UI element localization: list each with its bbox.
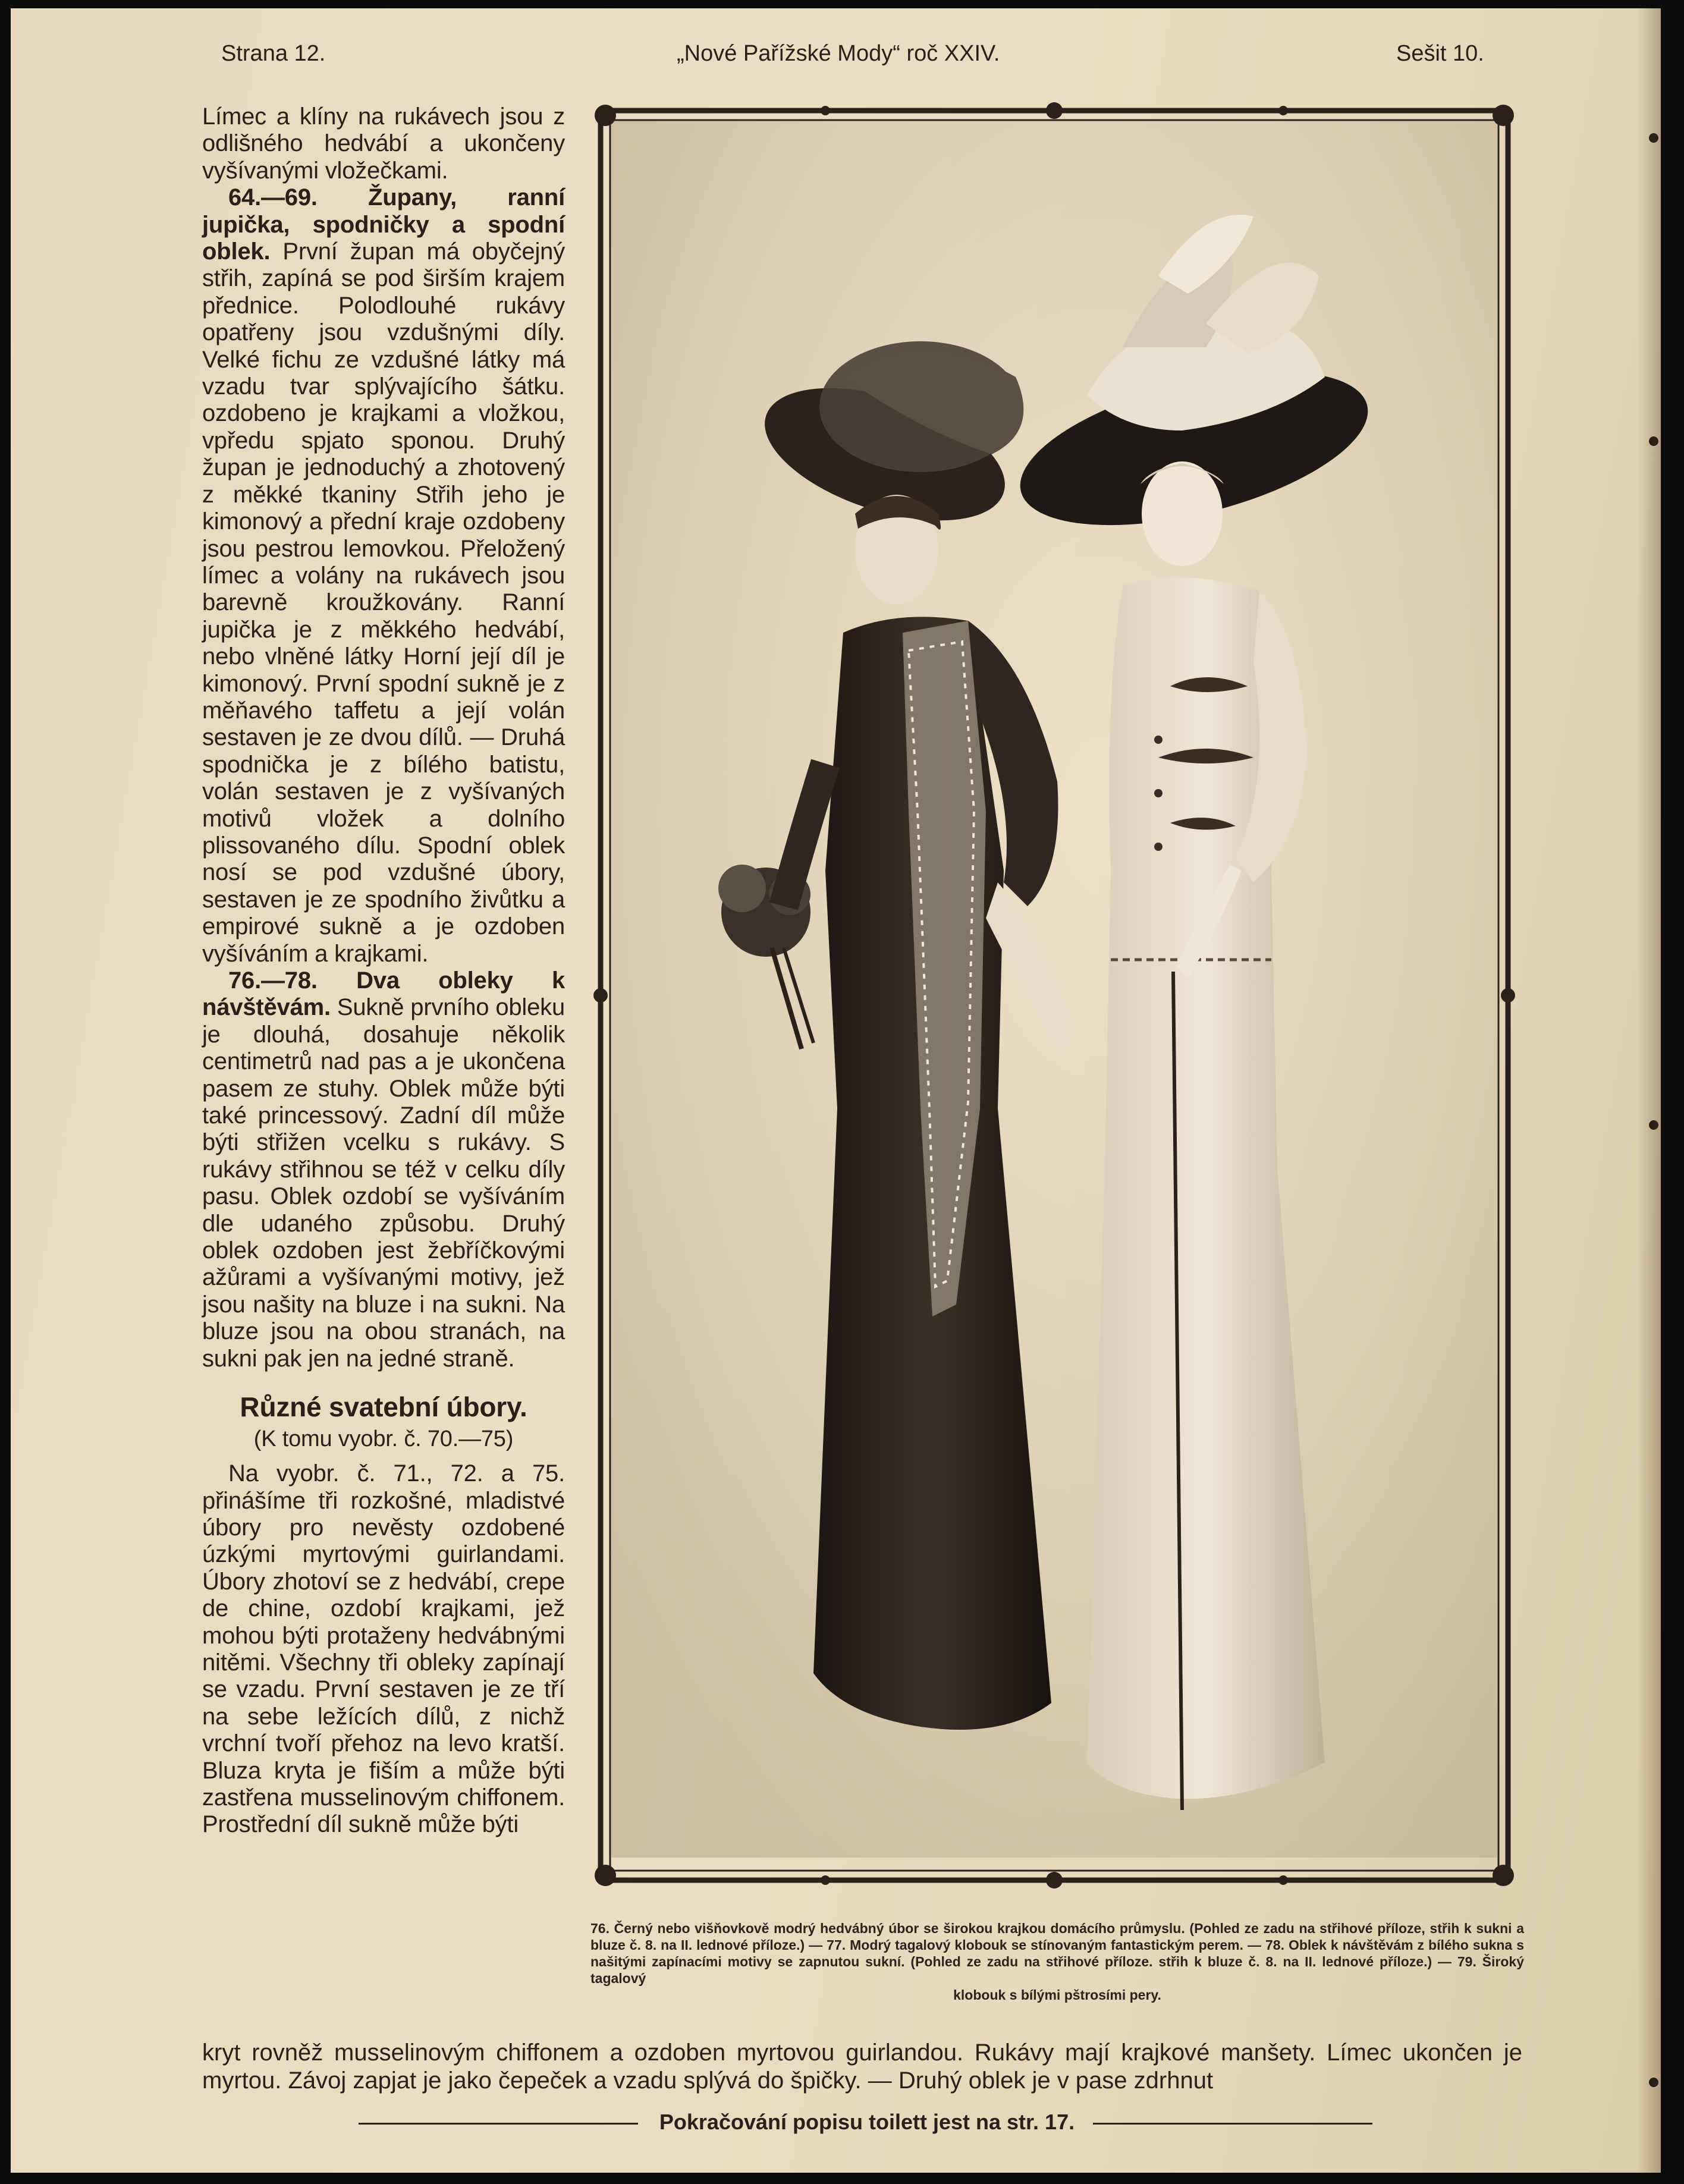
page-number: Strana 12. [221,41,326,66]
page-mark [1649,133,1658,143]
section-subtitle: (K tomu vyobr. č. 70.—75) [253,1426,514,1452]
caption-last-line: klobouk s bílými pštrosími pery. [953,1987,1161,2003]
magazine-title: „Nové Pařížské Mody“ roč XXIV. [677,41,1000,66]
paragraph-intro: Límec a klíny na rukávech jsou z odlišného hedvábí a ukončeny vyšívanými vložečkami. [202,103,565,184]
caption-text: 76. Černý nebo višňovkově modrý hedvábný úbor se širokou krajkou domácího průmyslu. (Pohled ze zadu na střihové příloze, střih k sukni a bluze č. 8. na II. lednové příloze.) — 77. Modrý tagalový klobouk se stínovaným fantastickým perem. — 78. Oblek k návštěvám z bílého sukna s našitými zapínacími motivy se zapnutou sukní. (Pohled ze zadu na střihové příloze. střih k bluze č. 8. na II. lednové příloze.) — 79. Široký tagalový [590,1921,1524,1986]
fashion-illustration-icon [587,98,1521,1893]
paragraph-body: Sukně prvního obleku je dlouhá, dosahuje několik centimetrů nad pas a je ukončena pasem ze stuhy. Oblek může býti také princessový. Zadní díl může býti střižen vcelku s rukávy. S rukávy střihnou se též v celku díly pasu. Oblek ozdobí se vyšíváním dle udaného způsobu. Druhý oblek ozdoben jest žebříčkovými ažůrami a vyšívanými motivy, jež jsou našity na bluze i na sukni. Na bluze jsou na obou stranách, na sukni pak jen na jedné straně. [202,994,565,1372]
paragraph-heading: 64.—69. Župany, ranní jupička, spodničky a spodní oblek. [202,184,565,265]
paragraph-76-78 [202,967,565,1372]
paragraph-body: První župan má obyčejný střih, zapíná se pod širším krajem přednice. Polodlouhé rukávy opatřeny jsou vzdušnými díly. Velké fichu ze vzdušné látky má vzadu tvar splývajícího šátku. ozdobeno je krajkami a vložkou, vpředu spjato sponou. Druhý župan je jednoduchý a zhotovený z měkké tkaniny Střih jeho je kimonový a přední kraje ozdobeny jsou pestrou lemovkou. Přeložený límec a volány na rukávech jsou barevně kroužkovány. Ranní jupička je z měkkého hedvábí, nebo vlněné látky Horní její díl je kimonový. První spodní sukně je z měňavého taffetu a její volán sestaven je ze dvou dílů. — Druhá spodnička je z bílého batistu, volán sestaven je z vyšívaných motivů vložek a dolního plissovaného dílu. Spodní oblek nosí se pod vzdušné úbory, sestaven je ze spodního živůtku a empirové sukně a je ozdoben vyšíváním a krajkami. [202,238,565,967]
continuation-note: Pokračování popisu toilett jest na str. 17. [659,2110,1075,2134]
paragraph-continuation: kryt rovněž musselinovým chiffonem a ozdoben myrtovou guirlandou. Rukávy mají krajkové manšety. Límec ukončen je myrtou. Závoj zapjat je jako čepeček a vzadu splývá do špičky. — Druhý oblek je v pase zdrhnut [202,2040,1522,2094]
footer-rule-left [359,2123,638,2125]
magazine-page [11,8,1661,2173]
page-mark [1649,436,1658,446]
footer-rule-right [1093,2123,1372,2125]
figure-caption [590,1920,1524,2003]
left-text-column [202,103,565,1839]
paragraph-heading: 76.—78. Dva obleky k návštěvám. [202,967,565,1021]
paragraph-64-69 [202,184,565,967]
section-title: Různé svatební úbory. [240,1391,527,1423]
illustration-frame [587,98,1521,1893]
page-mark [1649,2078,1658,2087]
page-header [11,41,1661,77]
issue-number: Sešit 10. [1396,41,1484,66]
paragraph-wedding: Na vyobr. č. 71., 72. a 75. přinášíme tři rozkošné, mladistvé úbory pro nevěsty ozdobené úzkými myrtovými guirlandami. Úbory zhotoví se z hedvábí, crepe de chine, ozdobí krajkami, jež mohou býti protaženy hedvábnými nitěmi. Všechny tři obleky zapínají se vzadu. První sestaven je ze tří na sebe ležících dílů, z nichž vrchní tvoří přehoz na levo kratší. Bluza kryta je fiším a může býti zastřena musselinovým chiffonem. Prostřední díl sukně může býti [202,1460,565,1838]
page-mark [1649,1120,1658,1130]
bottom-text-block [202,2039,1522,2095]
page-footer [11,2106,1661,2142]
